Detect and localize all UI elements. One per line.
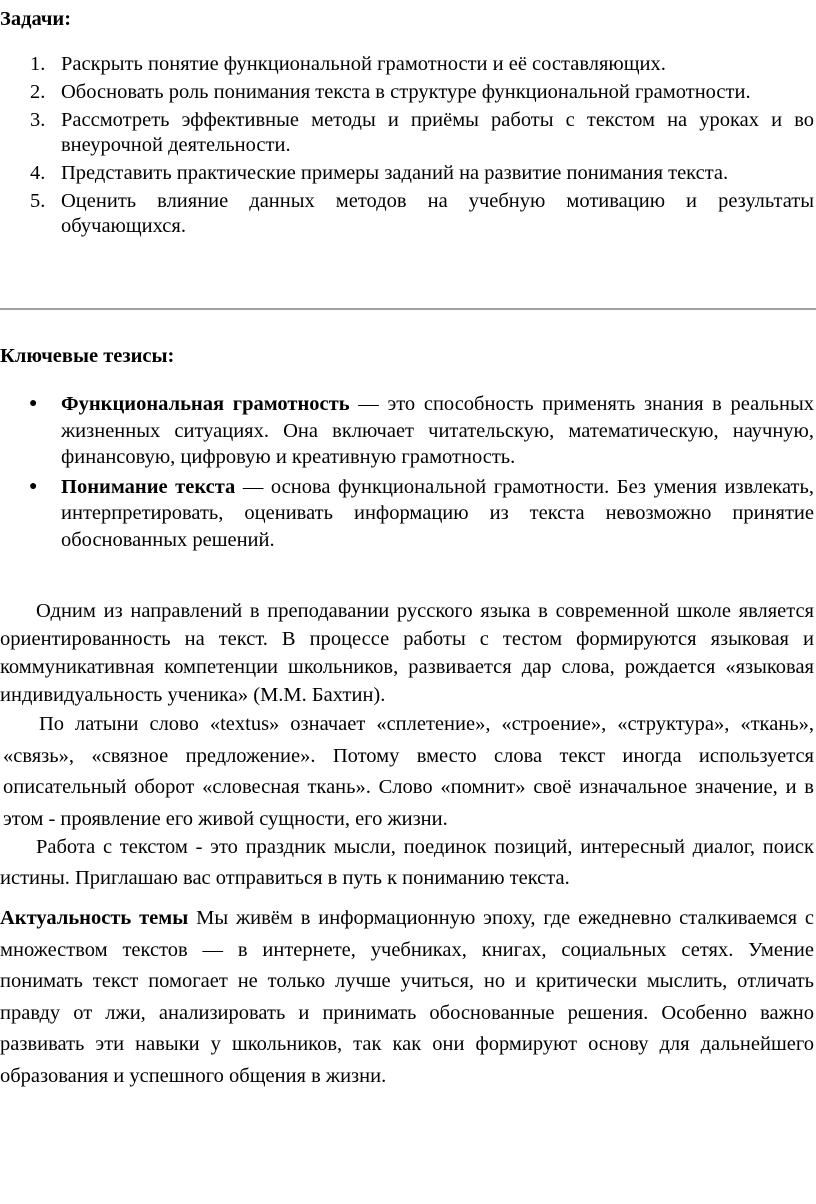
list-item (0, 391, 814, 471)
list-item-number: 5. (30, 190, 46, 212)
list-item-number: 1. (30, 53, 46, 75)
list-item-text: Представить практические примеры заданий на развитие понимания текста. (61, 162, 729, 184)
list-item (0, 80, 814, 105)
bullet-icon: ● (29, 396, 38, 411)
list-item-text: Обосновать роль понимания текста в структуре функциональной грамотности. (61, 81, 751, 103)
list-item (0, 52, 814, 77)
list-item-text: Рассмотреть эффективные методы и приёмы работы с текстом на уроках и во внеурочной деятельности. (61, 109, 814, 156)
list-item (0, 474, 814, 554)
paragraph-body: Мы живём в информационную эпоху, где ежедневно сталкиваемся с множеством текстов — в интернете, учебниках, книгах, социальных сетях. Умение понимать текст помогает не только лучше учиться, но и критически мыслить, отличать правду от лжи, анализировать и принимать обоснованные решения. Особенно важно развивать эти навыки у школьников, так как они формируют основу для дальнейшего образования и успешного общения в жизни. (0, 907, 814, 1087)
theses-heading: Ключевые тезисы: (0, 345, 175, 367)
bullet-icon: ● (29, 478, 38, 494)
theses-list (0, 391, 814, 556)
paragraph-text-orientation (0, 597, 814, 709)
list-item-number: 2. (30, 81, 46, 103)
tasks-heading: Задачи: (0, 8, 72, 30)
list-item-text: Раскрыть понятие функциональной грамотности и её составляющих. (61, 53, 666, 75)
list-item-number: 4. (30, 162, 46, 184)
horizontal-divider (0, 308, 816, 310)
list-item (0, 189, 814, 239)
paragraph-body: Одним из направлений в преподавании русского языка в современной школе является ориентированность на текст. В процессе работы с тестом формируются языковая и коммуникативная компетенции школьников, развивается дар слова, рождается «языковая индивидуальность ученика» (М.М. Бахтин). (0, 600, 814, 706)
relevance-term: Актуальность темы (0, 907, 189, 929)
paragraph-body: По латыни слово «textus» означает «сплетение», «строение», «структура», «ткань», «связь», «связное предложение». Потому вместо слова текст иногда используется описательный оборот «словесная ткань». Слово «помнит» своё изначальное значение, и в этом - проявление его живой сущности, его жизни. (3, 713, 814, 830)
thesis-text: — основа функциональной грамотности. Без умения извлекать, интерпретировать, оценивать информацию из текста невозможно принятие обоснованных решений. (61, 475, 814, 551)
thesis-term: Понимание текста (61, 475, 236, 498)
tasks-list (0, 52, 814, 242)
list-item (0, 108, 814, 158)
paragraph-body: Работа с текстом - это праздник мысли, поединок позиций, интересный диалог, поиск истины. Приглашаю вас отправиться в путь к пониманию текста. (0, 836, 814, 889)
thesis-text: — это способность применять знания в реальных жизненных ситуациях. Она включает читательскую, математическую, научную, финансовую, цифровую и креативную грамотность. (61, 393, 814, 468)
thesis-term: Функциональная грамотность (61, 393, 350, 415)
list-item (0, 161, 814, 186)
paragraph-relevance (0, 903, 814, 1092)
list-item-number: 3. (30, 109, 46, 131)
list-item-text: Оценить влияние данных методов на учебную мотивацию и результаты обучающихся. (61, 190, 814, 237)
paragraph-work-with-text (0, 832, 814, 894)
paragraph-textus (3, 709, 814, 835)
